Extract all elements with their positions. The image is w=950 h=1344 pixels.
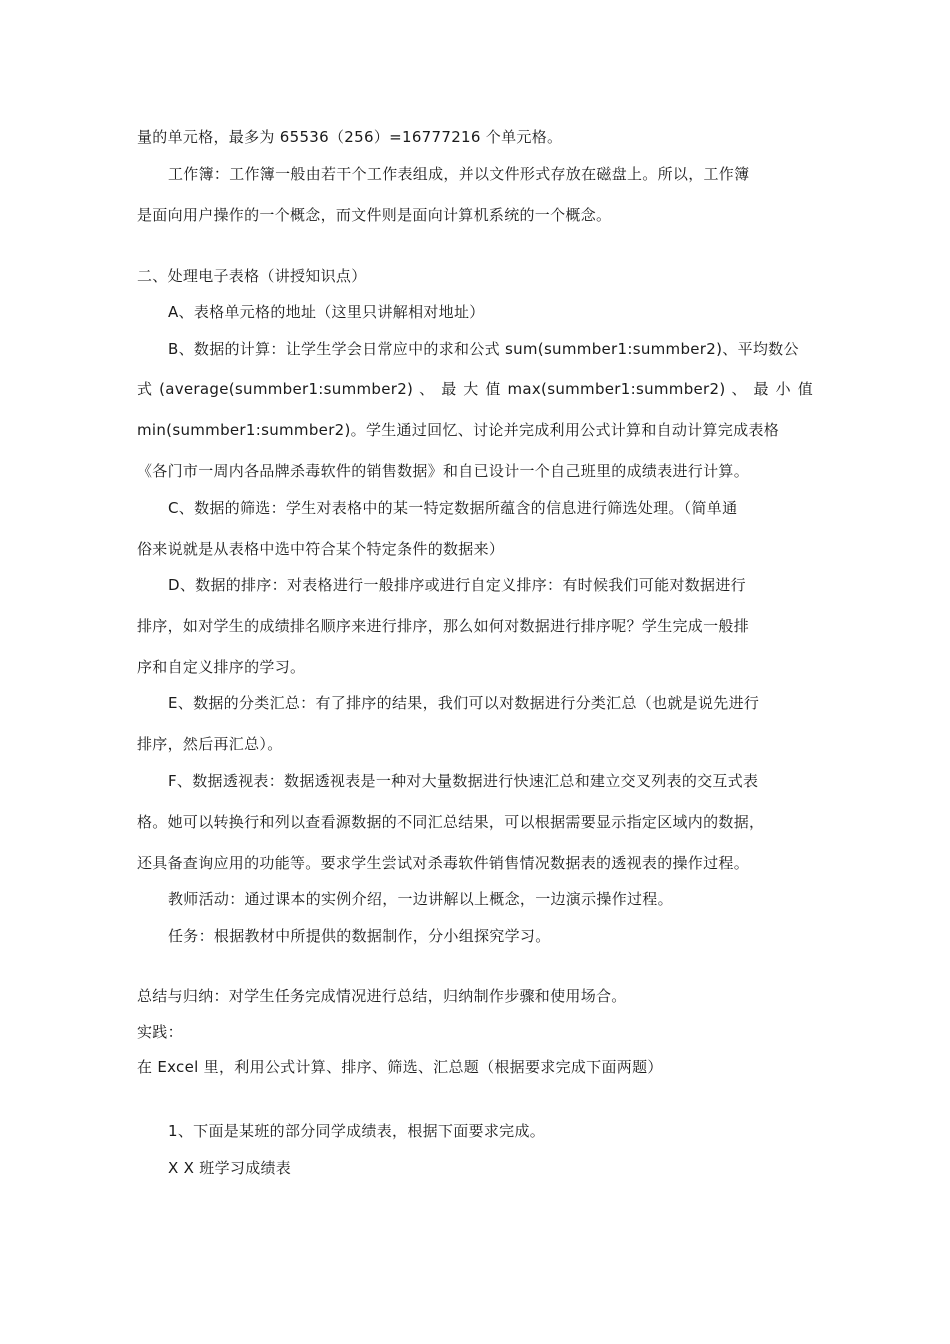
text-line: F、数据透视表：数据透视表是一种对大量数据进行快速汇总和建立交叉列表的交互式表 (168, 772, 759, 790)
text-line: 量的单元格，最多为 65536（256）=16777216 个单元格。 (137, 128, 563, 146)
text-line: 总结与归纳：对学生任务完成情况进行总结，归纳制作步骤和使用场合。 (137, 987, 627, 1005)
text-line: 《各门市一周内各品牌杀毒软件的销售数据》和自已设计一个自己班里的成绩表进行计算。 (137, 462, 750, 480)
section-heading: 二、处理电子表格（讲授知识点） (137, 267, 367, 285)
text-line: 还具备查询应用的功能等。要求学生尝试对杀毒软件销售情况数据表的透视表的操作过程。 (137, 854, 750, 872)
text-line: 式 (average(summber1:summber2) 、 最 大 值 max(summber1:summber2) 、 最 小 值 (137, 380, 813, 398)
text-line: 是面向用户操作的一个概念，而文件则是面向计算机系统的一个概念。 (137, 206, 612, 224)
text-line: 实践： (137, 1023, 183, 1041)
text-line: 教师活动：通过课本的实例介绍，一边讲解以上概念，一边演示操作过程。 (168, 890, 673, 908)
text-line: C、数据的筛选：学生对表格中的某一特定数据所蕴含的信息进行筛选处理。（简单通 (168, 499, 738, 517)
text-line: 在 Excel 里，利用公式计算、排序、筛选、汇总题（根据要求完成下面两题） (137, 1058, 663, 1076)
text-line: 排序，如对学生的成绩排名顺序来进行排序，那么如何对数据进行排序呢？学生完成一般排 (137, 617, 750, 635)
text-line: 任务：根据教材中所提供的数据制作，分小组探究学习。 (168, 927, 551, 945)
text-line: 排序，然后再汇总）。 (137, 735, 283, 753)
text-line: min(summber1:summber2)。学生通过回忆、讨论并完成利用公式计算和自动计算完成表格 (137, 421, 780, 439)
text-line: B、数据的计算：让学生学会日常应中的求和公式 sum(summber1:summber2)、平均数公 (168, 340, 799, 358)
text-line: 俗来说就是从表格中选中符合某个特定条件的数据来） (137, 540, 505, 558)
table-caption: X X 班学习成绩表 (168, 1159, 292, 1177)
text-line: 工作簿：工作簿一般由若干个工作表组成，并以文件形式存放在磁盘上。所以，工作簿 (168, 165, 750, 183)
text-line: E、数据的分类汇总：有了排序的结果，我们可以对数据进行分类汇总（也就是说先进行 (168, 694, 760, 712)
text-line: D、数据的排序：对表格进行一般排序或进行自定义排序：有时候我们可能对数据进行 (168, 576, 746, 594)
text-line: 序和自定义排序的学习。 (137, 658, 306, 676)
text-line: 1、下面是某班的部分同学成绩表，根据下面要求完成。 (168, 1122, 546, 1140)
text-line: 格。她可以转换行和列以查看源数据的不同汇总结果，可以根据需要显示指定区域内的数据， (137, 813, 765, 831)
text-line: A、表格单元格的地址（这里只讲解相对地址） (168, 303, 485, 321)
